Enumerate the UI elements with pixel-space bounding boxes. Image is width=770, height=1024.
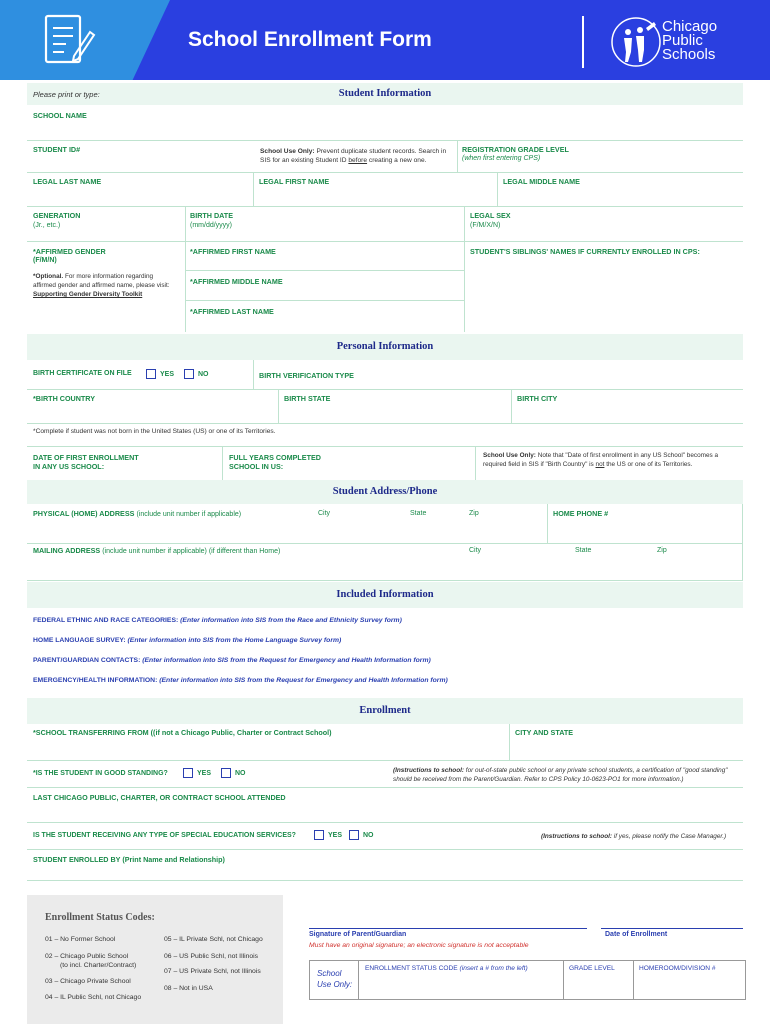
included-item [33, 617, 402, 624]
birth-cert-no[interactable] [184, 369, 209, 379]
section-enrollment [27, 698, 743, 724]
yes-label: YES [197, 769, 212, 777]
print-hint: Please print or type: [33, 90, 100, 99]
section-title: Student Address/Phone [332, 486, 438, 497]
affirmed-gender-note: (F/M/N) [33, 257, 57, 264]
included-text: (Enter information into SIS from the Race and Ethnicity Survey form) [180, 617, 402, 624]
affirmed-last-name-field[interactable]: *AFFIRMED LAST NAME [190, 307, 274, 316]
logo-text-1: Chicago [662, 18, 718, 35]
legal-last-name-field[interactable]: LEGAL LAST NAME [33, 177, 102, 186]
signature-label: Signature of Parent/Guardian [309, 931, 407, 938]
reg-grade-note: (when first entering CPS) [462, 155, 541, 162]
student-id-field[interactable]: STUDENT ID# [33, 145, 81, 154]
birth-cert-field [33, 370, 132, 377]
included-label: HOME LANGUAGE SURVEY: [33, 637, 126, 644]
good-standing-yes[interactable] [183, 768, 211, 778]
first-enroll-label-1[interactable]: DATE OF FIRST ENROLLMENT [33, 453, 139, 462]
instr-text: for out-of-state public school or any private school students, a certification of "good standing" should be received from the Parent/Guardian. Refer to CPS Policy 10-0623-PO1 for more information.) [393, 767, 728, 783]
school-use-note-2 [483, 451, 738, 469]
date-line[interactable] [601, 928, 743, 929]
legal-middle-name-field[interactable]: LEGAL MIDDLE NAME [503, 177, 580, 186]
school-use-text: Prevent duplicate student records. Search in SIS for an existing Student ID [260, 148, 447, 164]
physical-state[interactable]: State [410, 510, 427, 517]
legal-sex-note: (F/M/X/N) [470, 222, 501, 229]
status-code: 03 – Chicago Private School [45, 978, 131, 985]
section-title: Personal Information [336, 341, 434, 352]
status-code-label: ENROLLMENT STATUS CODE [365, 965, 458, 972]
instr-bold: (Instructions to school: [393, 767, 465, 774]
school-use-label-2: Use Only: [317, 980, 353, 989]
status-code-note: (insert a # from the left) [459, 965, 528, 972]
generation-field[interactable]: GENERATION [33, 211, 81, 220]
birth-cert-yes[interactable] [146, 369, 174, 379]
school-use-bold: School Use Only: [260, 148, 315, 155]
gender-toolkit-link[interactable]: Supporting Gender Diversity Toolkit [33, 291, 143, 298]
mailing-state[interactable]: State [575, 547, 592, 554]
included-text: (Enter information into SIS from the Home Language Survey form) [127, 637, 342, 644]
physical-note: (include unit number if applicable) [136, 511, 242, 518]
status-code: 02 – Chicago Public School [45, 953, 129, 960]
school-use-end: the US or one of its Territories. [606, 461, 693, 468]
section-title: Enrollment [359, 705, 411, 716]
birth-state-field[interactable]: BIRTH STATE [284, 394, 331, 403]
birth-country-field[interactable]: *BIRTH COUNTRY [33, 394, 96, 403]
instructions-good-standing [393, 766, 738, 784]
homeroom-field[interactable]: HOMEROOM/DIVISION # [639, 965, 716, 972]
signature-note: Must have an original signature; an electronic signature is not acceptable [309, 942, 529, 949]
birth-city-field[interactable]: BIRTH CITY [517, 394, 558, 403]
siblings-field[interactable]: STUDENT'S SIBLINGS' NAMES IF CURRENTLY ENROLLED IN CPS: [470, 247, 700, 256]
affirmed-middle-name-field[interactable]: *AFFIRMED MIDDLE NAME [190, 277, 283, 286]
checkbox[interactable] [146, 369, 156, 379]
reg-grade-field[interactable]: REGISTRATION GRADE LEVEL [462, 145, 569, 154]
included-label: FEDERAL ETHNIC AND RACE CATEGORIES: [33, 617, 179, 624]
included-text: (Enter information into SIS from the Request for Emergency and Health Information form) [142, 657, 431, 664]
optional-bold: *Optional. [33, 273, 64, 280]
mailing-note: (include unit number if applicable) (if different than Home) [102, 548, 281, 555]
school-transferring-field[interactable]: *SCHOOL TRANSFERRING FROM ((if not a Chicago Public, Charter or Contract School) [33, 728, 332, 737]
physical-address-field[interactable] [33, 509, 241, 519]
cps-logo-mark-icon [610, 16, 662, 68]
yes-label: YES [328, 831, 343, 839]
section-title: Student Information [338, 88, 432, 99]
school-use-before: before [348, 157, 368, 164]
header-banner [0, 0, 770, 80]
generation-note: (Jr., etc.) [33, 222, 61, 229]
included-item [33, 657, 431, 664]
school-use-label-1: School [317, 969, 342, 978]
included-item [33, 677, 448, 684]
status-code: (to incl. Charter/Contract) [60, 962, 137, 969]
special-ed-field [33, 832, 296, 839]
birth-verif-field[interactable]: BIRTH VERIFICATION TYPE [259, 371, 354, 380]
cps-logo [610, 14, 750, 70]
included-item [33, 637, 341, 644]
included-label: EMERGENCY/HEALTH INFORMATION: [33, 677, 158, 684]
first-enroll-label-2: IN ANY US SCHOOL: [33, 462, 105, 471]
no-label: NO [235, 769, 246, 777]
physical-city[interactable]: City [318, 510, 331, 517]
legal-sex-field[interactable]: LEGAL SEX [470, 211, 511, 220]
optional-text: For more information regarding affirmed gender and affirmed name, please visit: [33, 273, 170, 289]
yes-label: YES [160, 370, 175, 378]
instr-bold: (Instructions to school: [541, 833, 613, 840]
school-use-bold: School Use Only: [483, 452, 536, 459]
full-years-label-1[interactable]: FULL YEARS COMPLETED [229, 453, 321, 462]
signature-line[interactable] [309, 928, 587, 929]
included-text: (Enter information into SIS from the Request for Emergency and Health Information form) [159, 677, 448, 684]
section-student-info [27, 83, 743, 105]
school-use-note-1 [260, 147, 455, 165]
special-ed-label: IS THE STUDENT RECEIVING ANY TYPE OF SPECIAL EDUCATION SERVICES? [33, 832, 296, 839]
home-phone-field[interactable]: HOME PHONE # [553, 509, 609, 518]
good-standing-label: *IS THE STUDENT IN GOOD STANDING? [33, 770, 168, 777]
included-label: PARENT/GUARDIAN CONTACTS: [33, 657, 141, 664]
good-standing-field [33, 770, 168, 777]
status-code: 06 – US Public Schl, not Illinois [164, 953, 259, 960]
status-code: 08 – Not in USA [164, 985, 213, 992]
full-years-label-2: SCHOOL IN US: [229, 462, 284, 471]
mailing-address-field[interactable] [33, 546, 280, 556]
logo-text-3: Schools [662, 46, 716, 63]
legal-first-name-field[interactable]: LEGAL FIRST NAME [259, 177, 330, 186]
status-code: 05 – IL Private Schl, not Chicago [164, 936, 263, 943]
affirmed-gender-field[interactable]: *AFFIRMED GENDER [33, 247, 106, 256]
school-name-field[interactable]: SCHOOL NAME [33, 111, 87, 120]
checkbox[interactable] [183, 768, 193, 778]
last-school-field[interactable]: LAST CHICAGO PUBLIC, CHARTER, OR CONTRACT SCHOOL ATTENDED [33, 793, 286, 802]
checkbox[interactable] [314, 830, 324, 840]
section-personal-info [27, 334, 743, 360]
section-address [27, 480, 743, 504]
birth-date-note: (mm/dd/yyyy) [190, 222, 232, 229]
city-state-field[interactable]: CITY AND STATE [515, 728, 574, 737]
affirmed-first-name-field[interactable]: *AFFIRMED FIRST NAME [190, 247, 276, 256]
mailing-zip[interactable]: Zip [657, 547, 667, 554]
school-use-end: creating a new one. [368, 157, 427, 164]
status-code: 01 – No Former School [45, 936, 116, 943]
checkbox[interactable] [184, 369, 194, 379]
physical-zip[interactable]: Zip [469, 510, 479, 517]
good-standing-no[interactable] [221, 768, 246, 778]
header-divider [582, 16, 584, 68]
mailing-label: MAILING ADDRESS [33, 546, 101, 555]
optional-note [33, 272, 173, 299]
section-included [27, 582, 743, 608]
form-title: School Enrollment Form [188, 28, 432, 51]
date-label: Date of Enrollment [605, 931, 668, 938]
instructions-special-ed [541, 832, 726, 841]
no-label: NO [198, 370, 209, 378]
form-icon [44, 14, 96, 68]
status-code: 07 – US Private Schl, not Illinois [164, 968, 261, 975]
status-code: 04 – IL Public Schl, not Chicago [45, 994, 142, 1001]
physical-label: PHYSICAL (HOME) ADDRESS [33, 509, 135, 518]
grade-level-field[interactable]: GRADE LEVEL [569, 965, 615, 972]
special-ed-yes[interactable] [314, 830, 342, 840]
status-codes-title: Enrollment Status Codes: [45, 912, 155, 923]
logo-text-2: Public [662, 32, 703, 49]
instr-text: if yes, please notify the Case Manager.) [613, 833, 727, 840]
mailing-city[interactable]: City [469, 547, 482, 554]
enrolled-by-field[interactable]: STUDENT ENROLLED BY (Print Name and Relationship) [33, 855, 225, 864]
no-label: NO [363, 831, 374, 839]
school-use-not: not [595, 461, 605, 468]
checkbox[interactable] [221, 768, 231, 778]
birth-cert-label: BIRTH CERTIFICATE ON FILE [33, 370, 132, 377]
checkbox[interactable] [349, 830, 359, 840]
section-title: Included Information [336, 589, 434, 600]
school-use-text: Note that "Date of first enrollment in any US School" becomes a required field in SIS if "Birth Country" is [483, 452, 719, 468]
status-code-field[interactable] [365, 965, 528, 972]
complete-note: *Complete if student was not born in the United States (US) or one of its Territories. [33, 428, 276, 435]
special-ed-no[interactable] [349, 830, 374, 840]
birth-date-field[interactable]: BIRTH DATE [190, 211, 233, 220]
